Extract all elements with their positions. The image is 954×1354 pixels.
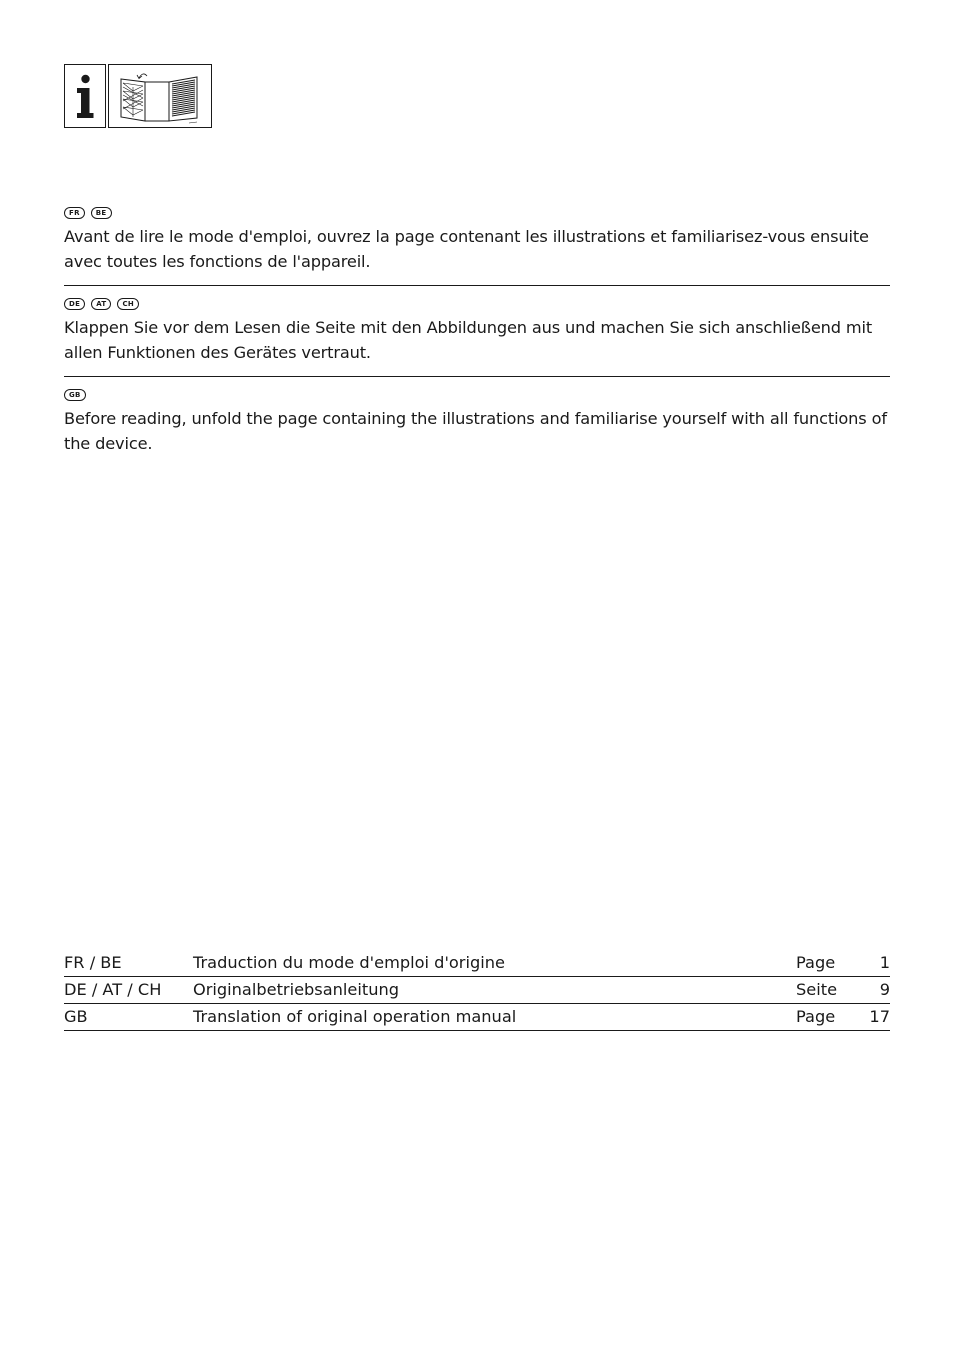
toc-title: Originalbetriebsanleitung xyxy=(193,980,400,999)
toc-row[interactable] xyxy=(64,977,890,1004)
instruction-text-gb: Before reading, unfold the page containing the illustrations and familiarise yourself with all functions of the device. xyxy=(64,409,887,453)
toc-page-label: Page xyxy=(796,1007,836,1026)
section-divider xyxy=(64,376,890,377)
section-fr-be xyxy=(64,206,890,274)
toc-page-label: Page xyxy=(796,953,836,972)
toc-page-label: Seite xyxy=(796,980,838,999)
toc-language: GB xyxy=(64,1007,88,1026)
toc-page-number: 17 xyxy=(869,1007,890,1026)
toc-row[interactable] xyxy=(64,1004,890,1031)
info-letter-glyph xyxy=(65,65,104,126)
unfold-page-icon xyxy=(108,64,212,128)
language-badge-at: AT xyxy=(91,298,111,310)
language-badge-fr: FR xyxy=(64,207,85,219)
language-badge-de: DE xyxy=(64,298,85,310)
table-of-contents xyxy=(64,950,890,1031)
toc-language: FR / BE xyxy=(64,953,122,972)
section-de-at-ch xyxy=(64,297,890,365)
language-badges xyxy=(64,206,890,220)
language-badge-ch: CH xyxy=(117,298,139,310)
toc-page-number: 1 xyxy=(879,953,890,972)
info-icon xyxy=(64,64,106,128)
toc-title: Translation of original operation manual xyxy=(193,1007,517,1026)
toc-row[interactable] xyxy=(64,950,890,977)
language-badge-be: BE xyxy=(91,207,112,219)
section-divider xyxy=(64,285,890,286)
toc-title: Traduction du mode d'emploi d'origine xyxy=(193,953,505,972)
fold-out-illustration xyxy=(109,65,210,126)
instruction-text-fr: Avant de lire le mode d'emploi, ouvrez la page contenant les illustrations et familiarisez-vous ensuite avec toutes les fonctions de l'appareil. xyxy=(64,227,869,271)
section-gb xyxy=(64,388,890,456)
language-badges xyxy=(64,388,890,402)
language-badges xyxy=(64,297,890,311)
instruction-text-de: Klappen Sie vor dem Lesen die Seite mit den Abbildungen aus und machen Sie sich anschließend mit allen Funktionen des Gerätes vertraut. xyxy=(64,318,873,362)
language-badge-gb: GB xyxy=(64,389,86,401)
toc-language: DE / AT / CH xyxy=(64,980,162,999)
toc-page-number: 9 xyxy=(879,980,890,999)
